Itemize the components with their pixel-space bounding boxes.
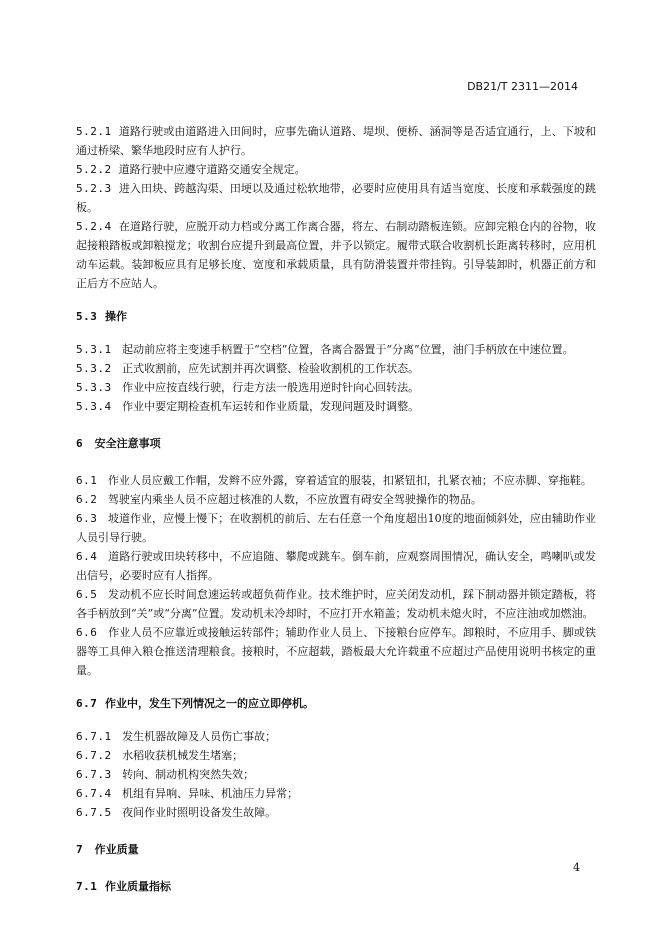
clause-6-3 [76,509,596,547]
clause-text: 发生机器故障及人员伤亡事故； [122,730,277,743]
clause-6-4 [76,547,596,585]
clause-number: 6.2 [76,493,98,506]
clause-number: 5.2.2 [76,163,112,176]
clause-number: 6.1 [76,474,98,487]
section-title: 作业中，发生下列情况之一的应立即停机。 [105,697,315,710]
document-body [76,122,596,896]
clause-text: 进入田块、跨越沟渠、田埂以及通过松软地带，必要时应使用具有适当宽度、长度和承载强度的跳板。 [76,182,597,214]
section-heading-6-7 [76,694,596,713]
clause-5-2-4 [76,217,596,293]
clause-number: 6.5 [76,588,98,601]
section-heading-7 [76,840,596,859]
clause-number: 5.2.3 [76,182,112,195]
clause-text: 在道路行驶，应脱开动力档或分离工作离合器，将左、右制动踏板连锁。应卸完粮仓内的谷物，收起接粮踏板或卸粮搅龙；收割台应提升到最高位置，并予以锁定。履带式联合收割机长距离转移时，应用机动车运载。装卸板应具有足够长度、宽度和承载质量，具有防滑装置并带挂钩。引导装卸时，机器正前方和正后方不应站人。 [76,220,597,290]
clause-number: 5.2.4 [76,220,112,233]
clause-number: 6.7.3 [76,768,112,781]
clause-5-3-4 [76,397,596,416]
section-heading-7-1 [76,877,596,896]
section-title: 操作 [105,310,128,323]
clause-number: 5.3.3 [76,381,112,394]
clause-number: 5.3.4 [76,400,112,413]
clause-number: 6.7.1 [76,730,112,743]
clause-number: 6.3 [76,512,98,525]
clause-6-6 [76,623,596,680]
clause-5-3-2 [76,359,596,378]
section-heading-5-3 [76,307,596,326]
clause-6-7-3 [76,765,596,784]
clause-number: 6.6 [76,626,98,639]
clause-text: 机组有异响、异味、机油压力异常； [122,787,299,800]
clause-text: 作业中应按直线行驶，行走方法一般选用逆时针向心回转法。 [122,381,420,394]
clause-text: 驾驶室内乘坐人员不应超过核准的人数，不应放置有碍安全驾驶操作的物品。 [107,493,482,506]
clause-6-2 [76,490,596,509]
clause-number: 6.7.5 [76,806,112,819]
section-number: 5.3 [76,310,98,323]
section-title: 安全注意事项 [94,437,161,450]
clause-text: 坡道作业，应慢上慢下；在收割机的前后、左右任意一个角度超出10度的地面倾斜处，应由辅助作业人员引导行驶。 [76,512,596,544]
clause-6-7-1 [76,727,596,746]
document-code-header: DB21/T 2311—2014 [467,80,578,93]
clause-6-5 [76,585,596,623]
section-title: 作业质量 [94,843,139,856]
clause-6-7-4 [76,784,596,803]
clause-text: 道路行驶或由道路进入田间时，应事先确认道路、堤坝、便桥、涵洞等是否适宜通行，上、下坡和通过桥梁、繁华地段时应有人护行。 [76,125,597,157]
section-number: 7.1 [76,880,98,893]
clause-text: 夜间作业时照明设备发生故障。 [122,806,277,819]
clause-5-3-3 [76,378,596,397]
page-number: 4 [573,861,580,874]
clause-number: 6.7.4 [76,787,112,800]
section-number: 7 [76,843,84,856]
clause-5-3-1 [76,340,596,359]
clause-number: 5.2.1 [76,125,112,138]
clause-text: 转向、制动机构突然失效； [122,768,255,781]
clause-number: 6.4 [76,550,98,563]
section-heading-6 [76,434,596,453]
clause-text: 起动前应将主变速手柄置于“空档”位置，各离合器置于“分离”位置，油门手柄放在中速位置。 [122,343,574,356]
clause-text: 水稻收获机械发生堵塞； [122,749,244,762]
clause-text: 发动机不应长时间怠速运转或超负荷作业。技术维护时，应关闭发动机，踩下制动器并锁定踏板，将各手柄放到“关”或“分离”位置。发动机未冷却时，不应打开水箱盖；发动机未熄火时，不应注油或加燃油。 [76,588,596,620]
section-title: 作业质量指标 [105,880,172,893]
clause-5-2-1 [76,122,596,160]
clause-number: 6.7.2 [76,749,112,762]
section-number: 6.7 [76,697,98,710]
clause-number: 5.3.2 [76,362,112,375]
clause-text: 正式收割前，应先试割并再次调整、检验收割机的工作状态。 [122,362,420,375]
clause-text: 作业人员不应靠近或接触运转部件；辅助作业人员上、下接粮台应停车。卸粮时，不应用手、脚或铁器等工具伸入粮仓推送清理粮食。接粮时，不应超载，踏板最大允许载重不应超过产品使用说明书核定的重量。 [76,626,596,677]
clause-number: 5.3.1 [76,343,112,356]
clause-5-2-2 [76,160,596,179]
clause-text: 作业中要定期检查机车运转和作业质量，发现问题及时调整。 [122,400,420,413]
clause-6-1 [76,471,596,490]
clause-5-2-3 [76,179,596,217]
clause-text: 道路行驶中应遵守道路交通安全规定。 [118,163,306,176]
clause-text: 道路行驶或田块转移中，不应追随、攀爬或跳车。倒车前，应观察周围情况，确认安全，鸣喇叭或发出信号，必要时应有人指挥。 [76,550,596,582]
clause-6-7-2 [76,746,596,765]
section-number: 6 [76,437,84,450]
clause-6-7-5 [76,803,596,822]
clause-text: 作业人员应戴工作帽，发辫不应外露，穿着适宜的服装，扣紧钮扣，扎紧衣袖；不应赤脚、穿拖鞋。 [107,474,592,487]
